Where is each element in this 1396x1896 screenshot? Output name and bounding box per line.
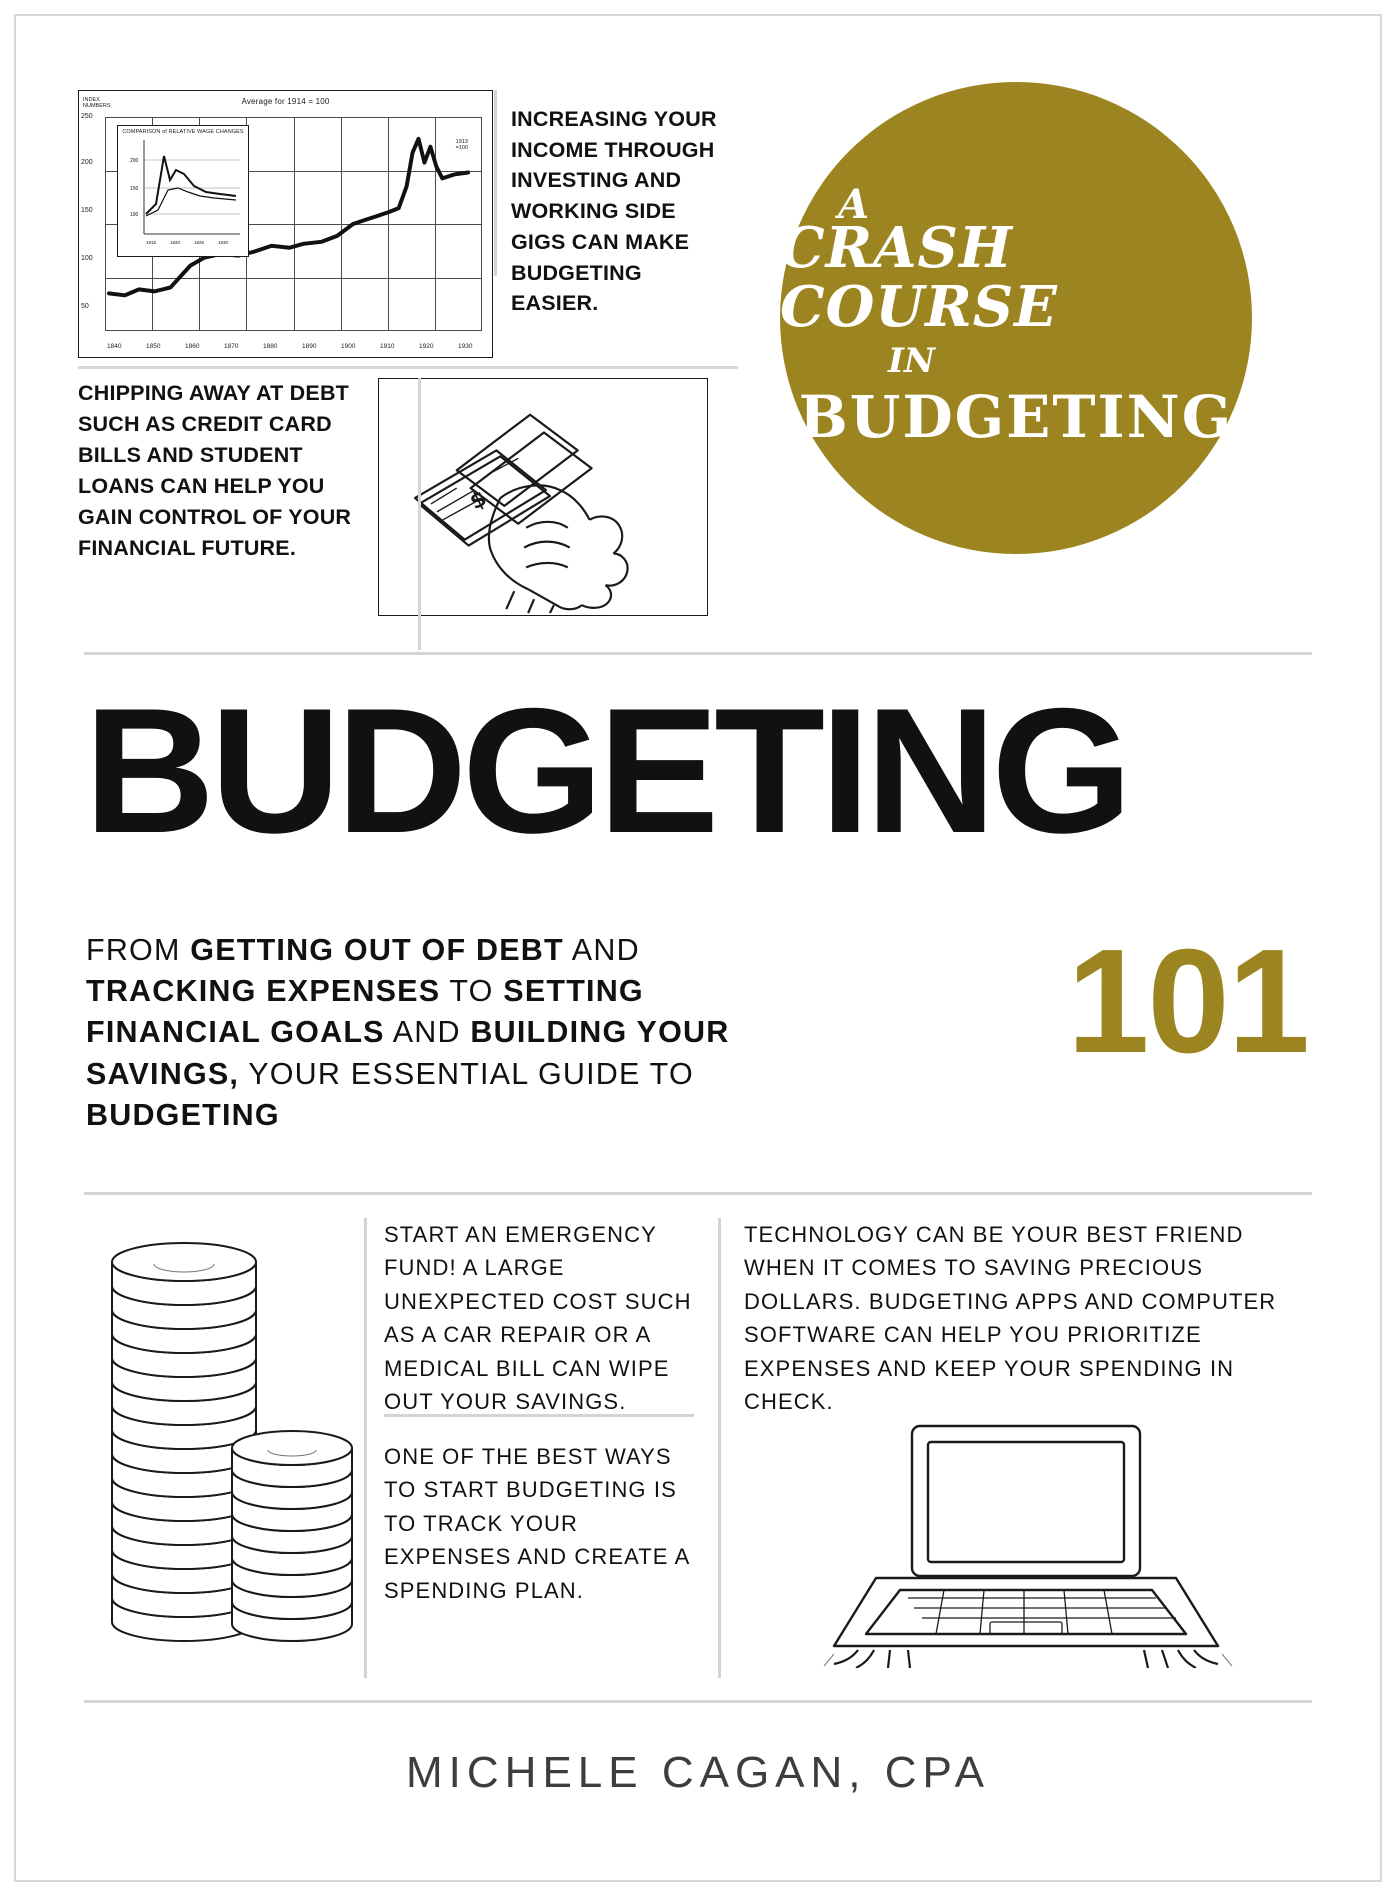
chart-ytick: 50 (81, 303, 89, 310)
page-title: BUDGETING (84, 671, 1128, 870)
svg-text:200: 200 (130, 158, 139, 164)
chart-xtick: 1930 (458, 343, 473, 350)
divider (384, 1414, 694, 1417)
chart-annotation: 1913 =100 (455, 139, 468, 152)
chart-inset-series (118, 126, 248, 256)
chart-callout-row (78, 90, 738, 358)
divider (494, 90, 497, 276)
svg-text:1920: 1920 (170, 240, 181, 245)
chart-ylabel: INDEX NUMBERS (83, 97, 111, 110)
chart-xtick: 1920 (419, 343, 434, 350)
callout-track-expenses: ONE OF THE BEST WAYS TO START BUDGETING IS TO TRACK YOUR EXPENSES AND CREATE A SPENDING PLAN. (384, 1444, 690, 1603)
svg-text:100: 100 (130, 212, 139, 218)
svg-text:1915: 1915 (146, 240, 157, 245)
edition-number: 101 (1067, 919, 1308, 1084)
crash-course-badge (780, 82, 1252, 554)
right-callout-column (744, 1218, 1312, 1698)
callout-income: INCREASING YOUR INCOME THROUGH INVESTING AND WORKING SIDE GIGS CAN MAKE BUDGETING EASIER. (511, 107, 717, 316)
coins-illustration (84, 1218, 364, 1698)
svg-text:1930: 1930 (218, 240, 229, 245)
badge-line-crash: CRASH COURSE (780, 215, 1058, 340)
laptop-illustration (804, 1418, 1244, 1668)
chart-xtick: 1870 (224, 343, 239, 350)
chart-inset-title: COMPARISON of RELATIVE WAGE CHANGES (122, 129, 244, 135)
divider (718, 1218, 721, 1678)
badge-line-a: A (838, 181, 870, 229)
divider (78, 366, 738, 369)
chart-xtick: 1850 (146, 343, 161, 350)
svg-text:1925: 1925 (194, 240, 205, 245)
author-name: MICHELE CAGAN, CPA (406, 1748, 990, 1797)
hand-cards-illustration (379, 379, 707, 615)
laptop-computer-icon (804, 1418, 1244, 1668)
chart-xtick: 1890 (302, 343, 317, 350)
chart-inset (117, 125, 249, 257)
divider-top-title (84, 652, 1312, 655)
chart-xtick: 1840 (107, 343, 122, 350)
line-chart-icon (78, 90, 493, 358)
chart-title: Average for 1914 = 100 (241, 97, 330, 106)
chart-xtick: 1900 (341, 343, 356, 350)
chart-ytick: 250 (81, 113, 93, 120)
callout-technology: TECHNOLOGY CAN BE YOUR BEST FRIEND WHEN IT COMES TO SAVING PRECIOUS DOLLARS. BUDGETING APPS AND COMPUTER SOFTWARE CAN HELP YOU PRIORITIZE EXPENSES AND KEEP YOUR SPENDING IN CHECK. (744, 1222, 1277, 1415)
chart-xtick: 1880 (263, 343, 278, 350)
chart-ytick: 100 (81, 255, 93, 262)
svg-text:150: 150 (130, 186, 139, 192)
callout-debt: CHIPPING AWAY AT DEBT SUCH AS CREDIT CARD BILLS AND STUDENT LOANS CAN HELP YOU GAIN CONTROL OF YOUR FINANCIAL FUTURE. (78, 381, 352, 560)
coin-stacks-icon (84, 1218, 364, 1698)
divider (364, 1218, 367, 1678)
callout-emergency-fund: START AN EMERGENCY FUND! A LARGE UNEXPECTED COST SUCH AS A CAR REPAIR OR A MEDICAL BILL CAN WIPE OUT YOUR SAVINGS. (384, 1222, 692, 1415)
chart-xtick: 1860 (185, 343, 200, 350)
debt-callout-row (78, 378, 738, 640)
hand-holding-credit-cards-icon (378, 378, 708, 616)
badge-line-in: IN (888, 340, 935, 381)
top-callout-area (78, 90, 738, 650)
chart-ytick: 150 (81, 207, 93, 214)
svg-text:$: $ (465, 486, 491, 516)
bottom-callout-area (84, 1218, 1312, 1698)
badge-line-topic: BUDGETING (798, 382, 1234, 451)
divider-below-title (84, 1192, 1312, 1195)
chart-xtick: 1910 (380, 343, 395, 350)
chart-ytick: 200 (81, 159, 93, 166)
subtitle: FROM GETTING OUT OF DEBT AND TRACKING EXPENSES TO SETTING FINANCIAL GOALS AND BUILDING YOUR SAVINGS, YOUR ESSENTIAL GUIDE TO BUDGETING (86, 933, 730, 1132)
middle-callout-column (384, 1218, 714, 1698)
divider (418, 378, 421, 650)
divider-above-author (84, 1700, 1312, 1703)
